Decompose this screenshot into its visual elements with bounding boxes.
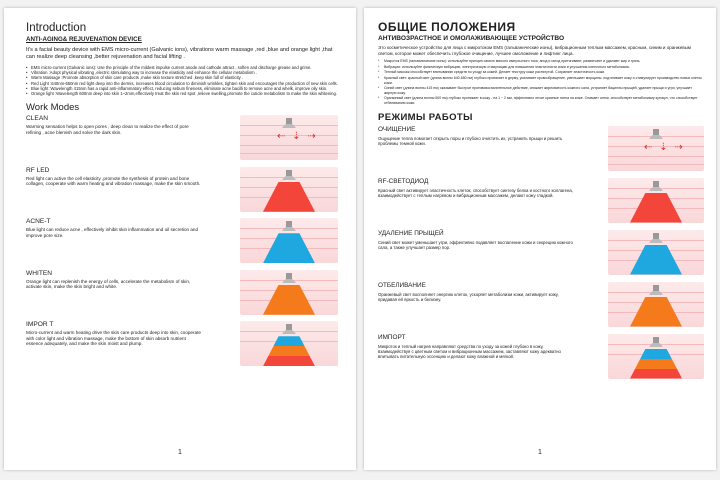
mode-whiten — [26, 270, 340, 322]
mode-description: Blue light can reduce acne , effectively inhibit skin inflammation and oil secretion and improve pore size. — [26, 227, 199, 238]
mode-name: WHITEN — [26, 269, 53, 277]
device-head-icon — [647, 129, 665, 143]
blue-light-illustration — [240, 218, 338, 263]
heat-waves-icon: ⇠ ⇣ ⇢ — [644, 141, 685, 153]
work-modes-heading: Work Modes — [26, 102, 80, 114]
mode-description: Красный свет активирует эластичность клеток, способствует синтезу белка и костного коллагена, взаимодействует с теплым нагревом и вибрационным массажем, делают кожу гладкой. — [378, 187, 573, 198]
mode-acne-removal — [378, 230, 704, 282]
mode-name: ИМПОРТ — [378, 333, 406, 341]
heat-waves-icon: ⇠ ⇣ ⇢ — [277, 131, 318, 143]
red-light-illustration — [240, 167, 338, 212]
mode-name: ОТБЕЛИВАНИЕ — [378, 281, 426, 289]
device-head-icon — [647, 285, 665, 299]
device-head-icon — [280, 273, 298, 287]
feature-item: • EMS micro-current (Galvanic ions): Use the principle of the mildest impulse current anode and cathode attract , soften and discharge grease and grime. — [26, 65, 340, 70]
manual-page-english — [4, 8, 356, 470]
blue-light-illustration — [608, 230, 704, 275]
feature-item: * Синий свет (длина волны 415 нм) оказывает быстрое противовоспалительное действие, снижает жирноватость кожного сала, устраняет бациллы прыщей, удаляет прыщи и угри, улучшает жирную кожу. — [378, 86, 704, 95]
device-head-icon — [647, 337, 665, 351]
clean-mode-illustration — [240, 115, 338, 160]
device-head-icon — [647, 181, 665, 195]
device-head-icon — [280, 221, 298, 235]
page-number: 1 — [178, 449, 182, 456]
feature-item: * Теплый массаж способствует впитыванию средств по уходу за кожей. Делает текстуру кожи растянутой. Сохраняет эластичность кожи. — [378, 70, 704, 75]
mode-description: Синий свет может уменьшает угри, эффективно подавляет воспаление кожи и секрецию кожного сала, а также улучшает размер пор. — [378, 239, 573, 250]
mode-description: Микроток и теплый нагрев направляют средства по уходу за кожей глубоко в кожу, взаимодействуя с цветным светом и вибрационным массажем, заставляют кожу адекватно впитывать питательную эссенцию и делают кожу влажной и мягкой. — [378, 343, 561, 360]
feature-item: • Vibration :Adopt physical vibrating ,electric stimulating way to increase the elasticity and enhance the cellular metabolism . — [26, 70, 340, 75]
mode-name: УДАЛЕНИЕ ПРЫЩЕЙ — [378, 229, 444, 237]
mode-name: ОЧИЩЕНИЕ — [378, 125, 416, 133]
feature-item: • Orange light :Wavelength 600nm deep into skin 1~2mm,effectively treat the skin red spot ,relieve swelling,promote the cuticle metabolism to make the skin whitening. — [26, 91, 340, 96]
mode-name: IMPOR T — [26, 321, 54, 329]
orange-light-illustration — [608, 282, 704, 327]
orange-light-illustration — [240, 270, 338, 315]
mode-description: Red light can active the cell elasticity ,promote the synthesis of protein and bone collagen, cooperate with warm heating and vibration massage, make the skin smooth. — [26, 175, 201, 187]
device-head-icon — [280, 170, 298, 184]
mode-description: Warming sensation helps to open pores , deep clean to realize the effect of pore refining , acne blemish and solve the dark skin. — [26, 124, 189, 135]
mode-description: Ощущение тепла помогает открыть поры и глубоко очистить их, устранить прыщи и решить проблемы темной кожи. — [378, 135, 563, 146]
device-head-icon — [647, 233, 665, 247]
import-mode-illustration — [608, 334, 704, 379]
page-subtitle: ANTI-AGING& REJUVENATION DEVICE — [26, 36, 142, 43]
mode-clean — [378, 126, 704, 178]
feature-item: * Микроток EMS (гальванические ионы): используйте принцип самого мягкого импульсного тока, анод и катод притягивают, размягчают и удаляют жир и грязь. — [378, 59, 704, 64]
mode-rf-led — [378, 178, 704, 230]
mode-clean — [26, 115, 340, 167]
feature-list — [378, 59, 704, 105]
manual-page-russian — [364, 8, 716, 470]
mode-name: CLEAN — [26, 115, 48, 123]
mode-name: RF-СВЕТОДИОД — [378, 177, 429, 185]
mode-description: Оранжевый свет восполняет энергию клеток, ускоряет метаболизм кожи, активирует кожу, придавая ей яркость и белизну. — [378, 291, 559, 302]
work-modes-heading: РЕЖИМЫ РАБОТЫ — [378, 111, 473, 123]
red-light-illustration — [608, 178, 704, 223]
feature-item: * Вибрация: используйте физическую вибрацию, электрическую стимуляцию для повышения эластичности кожи и улучшения клеточного метаболизма. — [378, 65, 704, 70]
import-mode-illustration — [240, 321, 338, 366]
clean-mode-illustration — [608, 126, 704, 171]
intro-paragraph: It's a facial beauty device with EMS micro-current (Galvanic ions), vibrations warm massage ,red ,blue and orange light ,that can realize deep cleansing ,better rejuvenation and facial lifting . — [26, 47, 333, 60]
feature-item: * Красный свет: красный свет (длина волны 640-650 нм) глубоко проникает в дерму, усиливает кровообращение, уменьшает морщины, подтягивает кожу и стимулирует производство новых клеток кожи. — [378, 76, 704, 85]
page-title: Introduction — [26, 22, 87, 34]
page-title: ОБЩИЕ ПОЛОЖЕНИЯ — [378, 20, 516, 34]
feature-list — [26, 65, 340, 96]
mode-description: Orange light can replenish the energy of cells, accelerate the metabolism of skin, activate skin, make the skin bright and white. — [26, 278, 191, 290]
intro-paragraph: Это косметическое устройство для лица с микротоком EMS (гальванические ионы), вибрационным теплым массажем, красным, синим и оранжевым светом, которое может обеспечить глубокое очищение, лучшее омоложение и лифтинг лица. — [378, 45, 691, 56]
page-number: 1 — [538, 449, 542, 456]
feature-item: • Blue light :Wavelength 415nm has a rapid anti-inflammatory effect, reducing sebum fineness, eliminate acne bacilli to remove acne and whelk, improve oily skin. — [26, 86, 340, 91]
feature-item: • Red Light :640nm-650nm red light deep into the dermis, increases blood circulation to diminish wrinkles, tighten skin and encourages the production of new skin cells. — [26, 81, 340, 86]
mode-rf-led — [26, 167, 340, 219]
device-head-icon — [280, 118, 298, 132]
mode-name: RF LED — [26, 166, 50, 174]
page-subtitle: АНТИВОЗРАСТНОЕ И ОМОЛАЖИВАЮЩЕЕ УСТРОЙСТВО — [378, 35, 565, 42]
feature-item: * Оранжевый свет (длина волны 600 нм) глубоко проникает в кожу - на 1 ~ 2 мм, эффективно лечит красные пятна на коже. Снимает отеки, способствует метаболизму кутикул, что способствует отбеливанию кожи. — [378, 96, 704, 105]
mode-acne-t — [26, 218, 340, 270]
feature-item: • Warm Massage :Promote absorption of skin care products ,make skin texture stretched ,keep skin full of elasticity . — [26, 75, 340, 80]
device-head-icon — [280, 324, 298, 338]
mode-description: Micro-current and warm heating drive the skin care products deep into skin, cooperate with color light and vibration massage, make the bottom of skin absorb nutrient essence adequately, and make the skin moist and plump. — [26, 330, 201, 347]
mode-import — [378, 334, 704, 386]
mode-whiten — [378, 282, 704, 334]
mode-name: ACNE-T — [26, 218, 51, 226]
mode-import — [26, 321, 340, 373]
